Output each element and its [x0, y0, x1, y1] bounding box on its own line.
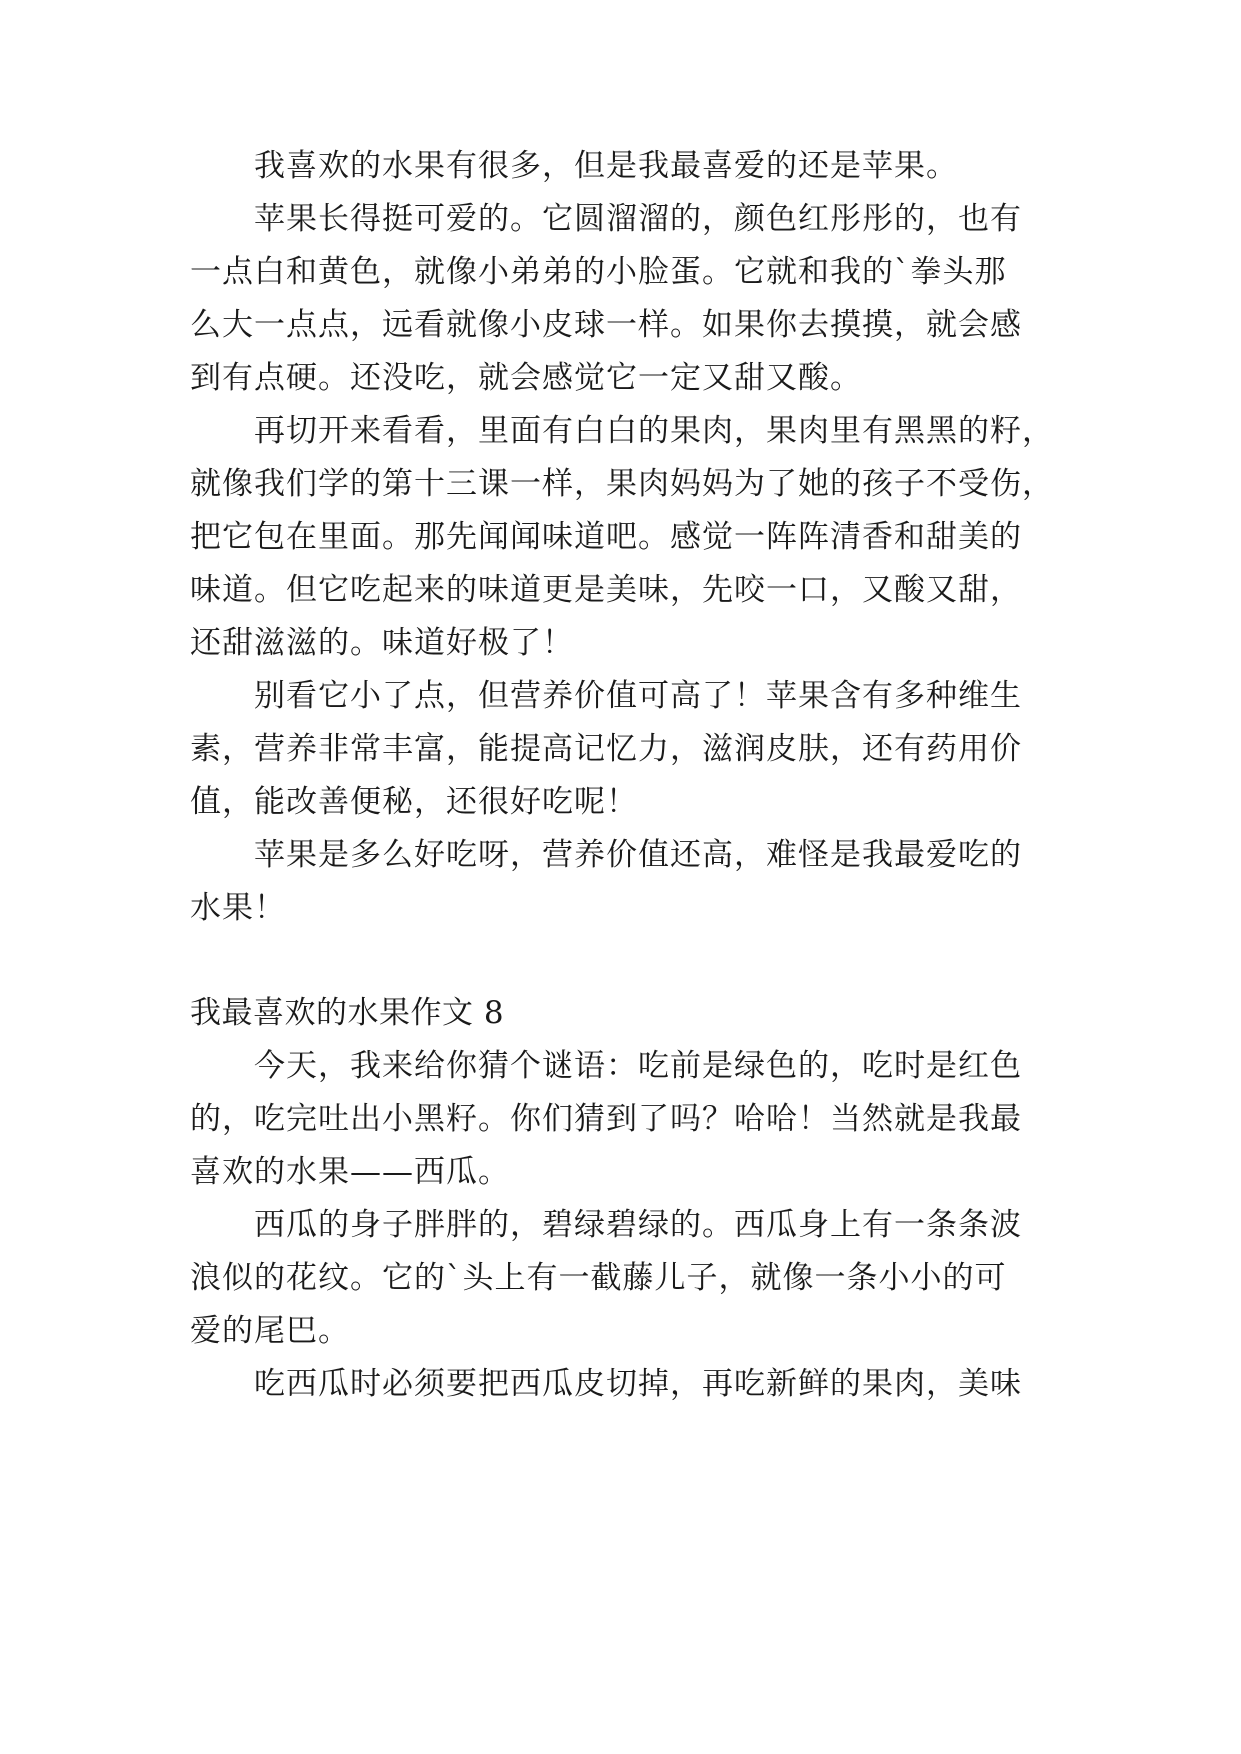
paragraph-line: 到有点硬。还没吃，就会感觉它一定又甜又酸。	[190, 360, 862, 396]
paragraph-line: 素，营养非常丰富，能提高记忆力，滋润皮肤，还有药用价	[190, 731, 1022, 767]
paragraph-line: 我喜欢的水果有很多，但是我最喜爱的还是苹果。	[254, 148, 958, 184]
paragraph-line: 苹果长得挺可爱的。它圆溜溜的，颜色红彤彤的，也有	[254, 201, 1022, 237]
paragraph-line: 么大一点点，远看就像小皮球一样。如果你去摸摸，就会感	[190, 307, 1022, 343]
paragraph-line: 爱的尾巴。	[190, 1313, 350, 1349]
paragraph-line: 把它包在里面。那先闻闻味道吧。感觉一阵阵清香和甜美的	[190, 519, 1022, 555]
paragraph-line: 西瓜的身子胖胖的，碧绿碧绿的。西瓜身上有一条条波	[254, 1207, 1022, 1243]
paragraph-line: 吃西瓜时必须要把西瓜皮切掉，再吃新鲜的果肉，美味	[254, 1366, 1022, 1402]
paragraph-line: 一点白和黄色，就像小弟弟的小脸蛋。它就和我的`拳头那	[190, 254, 1007, 290]
paragraph-line: 浪似的花纹。它的`头上有一截藤儿子，就像一条小小的可	[190, 1260, 1007, 1296]
paragraph-line: 今天，我来给你猜个谜语：吃前是绿色的，吃时是红色	[254, 1048, 1022, 1084]
paragraph-line: 苹果是多么好吃呀，营养价值还高，难怪是我最爱吃的	[254, 837, 1022, 873]
paragraph-line: 水果！	[190, 890, 286, 926]
paragraph-line: 再切开来看看，里面有白白的果肉，果肉里有黑黑的籽，	[254, 413, 1054, 449]
paragraph-line: 味道。但它吃起来的味道更是美味，先咬一口，又酸又甜，	[190, 572, 1022, 608]
paragraph-line: 就像我们学的第十三课一样，果肉妈妈为了她的孩子不受伤，	[190, 466, 1054, 502]
paragraph-line: 喜欢的水果——西瓜。	[190, 1154, 510, 1190]
paragraph-line: 还甜滋滋的。味道好极了！	[190, 625, 574, 661]
paragraph-line: 别看它小了点，但营养价值可高了！苹果含有多种维生	[254, 678, 1022, 714]
paragraph-line: 的，吃完吐出小黑籽。你们猜到了吗？哈哈！当然就是我最	[190, 1101, 1022, 1137]
paragraph-line: 值，能改善便秘，还很好吃呢！	[190, 784, 638, 820]
essay-title: 我最喜欢的水果作文 8	[190, 995, 505, 1031]
